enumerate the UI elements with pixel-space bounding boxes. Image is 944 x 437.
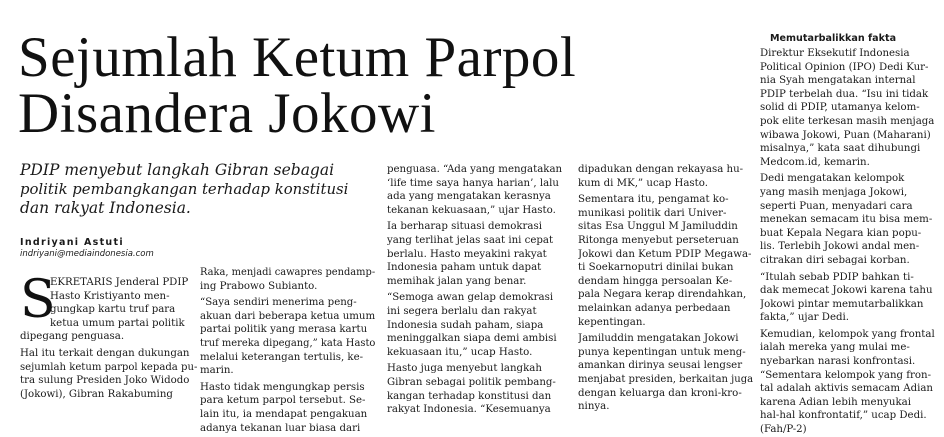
text-line: Dedi mengatakan kelompok <box>760 173 905 185</box>
text-line: Medcom.id, kemarin. <box>760 156 870 168</box>
text-line: nia Syah mengatakan internal <box>760 75 916 87</box>
text-line: ketua umum partai politik <box>50 317 185 329</box>
text-line: memihak jalan yang benar. <box>387 275 527 287</box>
text-line: akuan dari beberapa ketua umum <box>200 310 376 322</box>
text-line: Indonesia sudah paham, siapa <box>387 319 544 331</box>
text-line: EKRETARIS Jenderal PDIP <box>50 277 189 288</box>
column-4 <box>578 163 754 414</box>
text-line: truf mereka dipegang,” kata Hasto <box>200 337 376 349</box>
text-line: ialah mereka yang mulai me- <box>760 342 910 354</box>
text-line: Hasto Kristiyanto men- <box>50 290 170 302</box>
text-line: pala Negara kerap direndahkan, <box>578 289 747 301</box>
text-line: Jokowi pintar memutarbalikkan <box>760 298 924 310</box>
text-line: kum di MK,” ucap Hasto. <box>578 177 708 189</box>
text-line: Political Opinion (IPO) Dedi Kur- <box>760 61 929 73</box>
text-line: ninya. <box>578 401 610 413</box>
text-line: seperti Puan, menyadari cara <box>760 200 913 212</box>
lede-line: PDIP menyebut langkah Gibran sebagai <box>20 161 335 179</box>
text-line: tal adalah aktivis semacam Adian <box>760 383 933 395</box>
text-line: hal-hal konfrontatif,” ucap Dedi. <box>760 410 927 422</box>
text-line: Hal itu terkait dengan dukungan <box>20 347 190 359</box>
text-line: kepentingan. <box>578 316 646 328</box>
text-line: gungkap kartu truf para <box>50 304 176 316</box>
text-line: punya kepentingan untuk meng- <box>578 346 746 358</box>
author-name: Indriyani Astuti <box>20 237 124 248</box>
text-line: fakta,” ujar Dedi. <box>760 312 849 324</box>
text-line: dipadukan dengan rekayasa hu- <box>578 164 744 175</box>
author-email: indriyani@mediaindonesia.com <box>20 249 154 259</box>
text-line: pok elite terkesan masih menjaga <box>760 115 935 127</box>
text-line: solid di PDIP, utamanya kelom- <box>760 102 920 114</box>
text-line: dak memecat Jokowi karena tahu <box>760 285 933 297</box>
text-line: Hasto juga menyebut langkah <box>387 363 542 375</box>
text-line: buat Kepala Negara kian popu- <box>760 227 922 239</box>
headline <box>18 26 578 145</box>
text-line: Raka, menjadi cawapres pendamp- <box>200 267 376 278</box>
text-line: dipegang penguasa. <box>20 331 125 343</box>
text-line: penguasa. “Ada yang mengatakan <box>387 164 563 175</box>
text-line: menjabat presiden, berkaitan juga <box>578 373 754 385</box>
text-line: marin. <box>200 365 234 377</box>
headline-line: Disandera Jokowi <box>18 82 436 145</box>
text-line: rakyat Indonesia. “Kesemuanya <box>387 404 551 416</box>
text-line: melainkan adanya perbedaan <box>578 302 731 314</box>
text-line: amankan dirinya seusai lengser <box>578 360 743 372</box>
text-line: tekanan kekuasaan,” ujar Hasto. <box>387 204 556 216</box>
text-line: kangan terhadap konstitusi dan <box>387 390 552 402</box>
text-line: kekuasaan itu,” ucap Hasto. <box>387 346 533 358</box>
sidebar-subheading: Memutarbalikkan fakta <box>770 33 897 44</box>
text-line: misalnya,” kata saat dihubungi <box>760 143 921 155</box>
text-line: Ritonga menyebut perseteruan <box>578 234 739 246</box>
text-line: “Itulah sebab PDIP bahkan ti- <box>760 271 914 283</box>
text-line: berlalu. Hasto meyakini rakyat <box>387 248 547 260</box>
text-line: Hasto tidak mengungkap persis <box>200 381 365 393</box>
headline-line: Sejumlah Ketum Parpol <box>18 26 577 89</box>
text-line: Direktur Eksekutif Indonesia <box>760 48 910 59</box>
text-line: ada yang mengatakan kerasnya <box>387 191 551 203</box>
text-line: wibawa Jokowi, Puan (Maharani) <box>760 129 931 141</box>
drop-cap: S <box>20 270 56 330</box>
text-line: partai politik yang merasa kartu <box>200 324 368 336</box>
text-line: Jamiluddin mengatakan Jokowi <box>578 333 739 345</box>
text-line: lis. Terlebih Jokowi andal men- <box>760 241 920 253</box>
lede <box>20 161 350 218</box>
text-line: lain itu, ia mendapat pengakuan <box>200 408 368 420</box>
text-line: melalui keterangan tertulis, ke- <box>200 351 364 363</box>
text-line: “Saya sendiri menerima peng- <box>200 297 357 309</box>
text-line: nyebarkan narasi konfrontasi. <box>760 356 916 368</box>
text-line: “Sementara kelompok yang fron- <box>760 369 932 381</box>
text-line: sejumlah ketum parpol kepada pu- <box>20 361 198 373</box>
text-line: dengan keluarga dan kroni-kro- <box>578 387 742 399</box>
text-line: menekan semacam itu bisa mem- <box>760 214 933 226</box>
text-line: karena Adian lebih menyukai <box>760 396 911 408</box>
column-3 <box>387 163 567 417</box>
text-line: ‘life time saya hanya harian’, lalu <box>387 177 559 189</box>
text-line: citrakan diri sebagai korban. <box>760 254 910 266</box>
text-line: dendam hingga persoalan Ke- <box>578 275 733 287</box>
text-line: munikasi politik dari Univer- <box>578 207 727 219</box>
text-line: (Jokowi), Gibran Rakabuming <box>20 388 173 400</box>
text-line: “Semoga awan gelap demokrasi <box>387 292 554 304</box>
text-line: ing Prabowo Subianto. <box>200 280 318 292</box>
text-line: adanya tekanan luar biasa dari <box>200 422 361 434</box>
text-line: Ia berharap situasi demokrasi <box>387 221 542 233</box>
column-1 <box>20 270 198 401</box>
text-line: sitas Esa Unggul M Jamiluddin <box>578 221 738 233</box>
text-line: Gibran sebagai politik pembang- <box>387 376 556 388</box>
column-2 <box>200 266 376 435</box>
text-line: para ketum parpol tersebut. Se- <box>200 395 366 407</box>
text-line: Jokowi dan Ketum PDIP Megawa- <box>578 248 752 260</box>
text-line: PDIP terbelah dua. “Isu ini tidak <box>760 88 929 100</box>
text-line: tra sulung Presiden Joko Widodo <box>20 375 190 387</box>
lede-line: politik pembangkangan terhadap konstitusi <box>20 181 349 198</box>
byline <box>20 237 200 260</box>
text-line: meninggalkan siapa demi ambisi <box>387 333 557 345</box>
text-line: Kemudian, kelompok yang frontal <box>760 328 935 340</box>
text-line: ti Soekarnoputri dinilai bukan <box>578 262 734 274</box>
text-line: Sementara itu, pengamat ko- <box>578 194 729 206</box>
text-line: yang masih menjaga Jokowi, <box>760 186 908 198</box>
column-5 <box>760 47 940 437</box>
text-line: (Fah/P-2) <box>760 424 807 436</box>
lede-line: dan rakyat Indonesia. <box>20 199 191 217</box>
text-line: yang terlihat jelas saat ini cepat <box>387 234 554 246</box>
text-line: Indonesia paham untuk dapat <box>387 262 542 274</box>
text-line: ini segera berlalu dan rakyat <box>387 305 537 317</box>
